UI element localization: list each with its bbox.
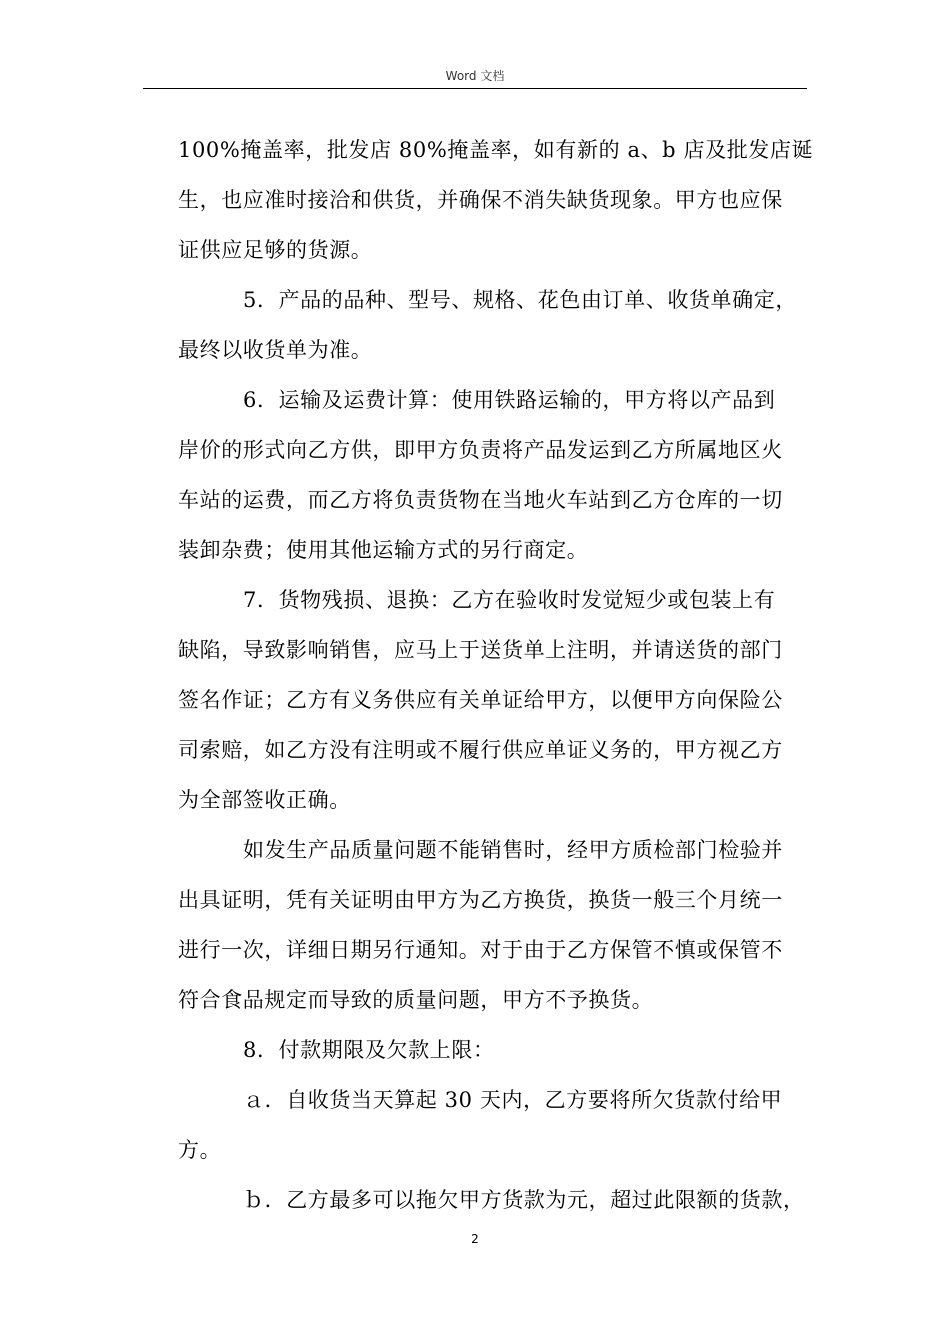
body-text-line: ｂ．乙方最多可以拖欠甲方货款为元，超过此限额的货款，	[243, 1188, 805, 1212]
body-text-line: ａ．自收货当天算起 30 天内，乙方要将所欠货款付给甲	[243, 1088, 783, 1112]
body-text-line: 证供应足够的货源。	[178, 238, 373, 262]
body-text-line: 签名作证；乙方有义务供应有关单证给甲方，以便甲方向保险公	[178, 688, 783, 712]
body-text-line: 装卸杂费；使用其他运输方式的另行商定。	[178, 538, 589, 562]
body-text-line: 缺陷，导致影响销售，应马上于送货单上注明，并请送货的部门	[178, 638, 783, 662]
header-divider	[143, 88, 807, 89]
body-text-line: 7．货物残损、退换：乙方在验收时发觉短少或包装上有	[243, 588, 776, 612]
page-header: Word 文档	[445, 69, 505, 83]
body-text-line: 岸价的形式向乙方供，即甲方负责将产品发运到乙方所属地区火	[178, 438, 783, 462]
body-text-line: 方。	[178, 1138, 222, 1162]
body-text-line: 为全部签收正确。	[178, 788, 351, 812]
body-text-line: 5．产品的品种、型号、规格、花色由订单、收货单确定，	[243, 288, 797, 312]
body-text-line: 司索赔，如乙方没有注明或不履行供应单证义务的，甲方视乙方	[178, 738, 783, 762]
body-text-line: 6．运输及运费计算：使用铁路运输的，甲方将以产品到	[243, 388, 776, 412]
body-text-line: 出具证明，凭有关证明由甲方为乙方换货，换货一般三个月统一	[178, 888, 783, 912]
body-text-line: 100%掩盖率，批发店 80%掩盖率，如有新的 a、b 店及批发店诞	[178, 138, 814, 162]
body-text-line: 如发生产品质量问题不能销售时，经甲方质检部门检验并	[243, 838, 783, 862]
body-text-line: 8．付款期限及欠款上限：	[243, 1038, 495, 1062]
body-text-line: 生，也应准时接洽和供货，并确保不消失缺货现象。甲方也应保	[178, 188, 783, 212]
body-text-line: 车站的运费，而乙方将负责货物在当地火车站到乙方仓库的一切	[178, 488, 783, 512]
page-number: 2	[471, 1232, 479, 1246]
body-text-line: 符合食品规定而导致的质量问题，甲方不予换货。	[178, 988, 654, 1012]
body-text-line: 进行一次，详细日期另行通知。对于由于乙方保管不慎或保管不	[178, 938, 783, 962]
body-text-line: 最终以收货单为准。	[178, 338, 373, 362]
